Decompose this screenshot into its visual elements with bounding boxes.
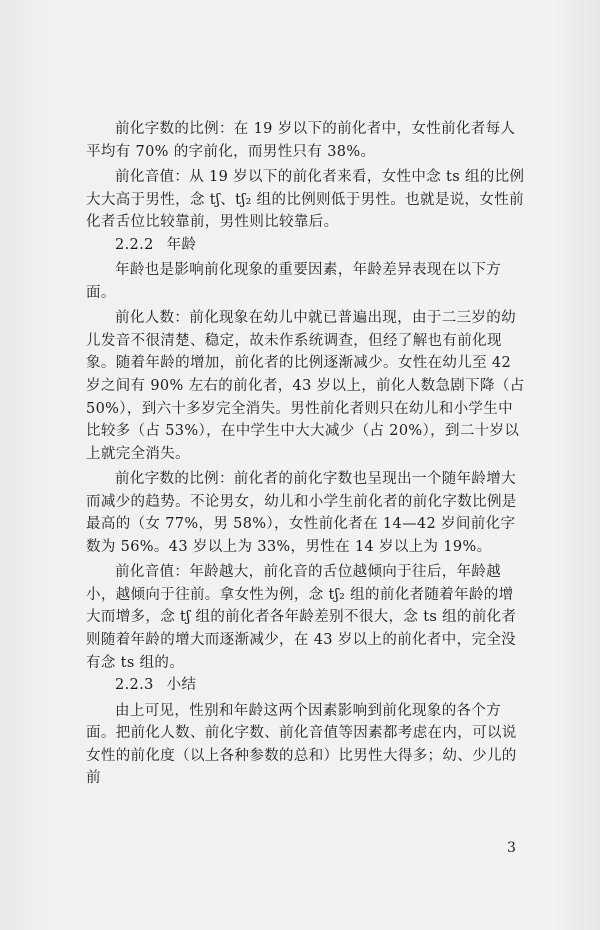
paragraph: 由上可见，性别和年龄这两个因素影响到前化现象的各个方面。把前化人数、前化字数、前化音值等因素都考虑在内，可以说女性的前化度（以上各种参数的总和）比男性大得多；幼、少儿的前 [86,702,517,787]
section-title: 年龄 [166,236,197,253]
section-heading [86,674,526,697]
paragraph: 年龄也是影响前化现象的重要因素，年龄差异表现在以下方面。 [86,262,502,301]
body-text [86,118,526,790]
paragraph: 前化字数的比例：在 19 岁以下的前化者中，女性前化者每人平均有 70% 的字前化，而男性只有 38%。 [86,121,516,160]
page-number: 3 [507,840,516,856]
section-heading [86,234,526,257]
section-number: 2.2.2 [115,236,154,253]
section-title: 小结 [166,677,197,694]
paragraph: 前化字数的比例：前化者的前化字数也呈现出一个随年龄增大而减少的趋势。不论男女，幼儿和小学生前化者的前化字数比例是最高的（女 77%，男 58%），女性前化者在 14—42 岁间前化字数为 56%。43 岁以上为 33%，男性在 14 岁以上为 19%。 [86,471,517,555]
paragraph: 前化音值：从 19 岁以下的前化者来看，女性中念 ts 组的比例大大高于男性，念 tʃ、tʃ₂ 组的比例则低于男性。也就是说，女性前化者舌位比较靠前，男性则比较靠后。 [86,168,525,231]
section-number: 2.2.3 [115,677,154,694]
paragraph: 前化音值：年龄越大，前化音的舌位越倾向于往后，年龄越小，越倾向于往前。拿女性为例，念 tʃ₂ 组的前化者随着年龄的增大而增多，念 tʃ 组的前化者各年龄差别不很大，念 ts 组的前化者则随着年龄的增大而逐渐减少，在 43 岁以上的前化者中，完全没有念 ts 组的。 [86,564,517,671]
paragraph: 前化人数：前化现象在幼儿中就已普遍出现，由于二三岁的幼儿发音不很清楚、稳定，故未作系统调查，但经了解也有前化现象。随着年龄的增加，前化者的比例逐渐减少。女性在幼儿至 42 岁之间有 90% 左右的前化者，43 岁以上，前化人数急剧下降（占 50%），到六十多岁完全消失。男性前化者则只在幼儿和小学生中比较多（占 53%），在中学生中大大减少（占 20%），到二十岁以上就完全消失。 [86,310,525,462]
